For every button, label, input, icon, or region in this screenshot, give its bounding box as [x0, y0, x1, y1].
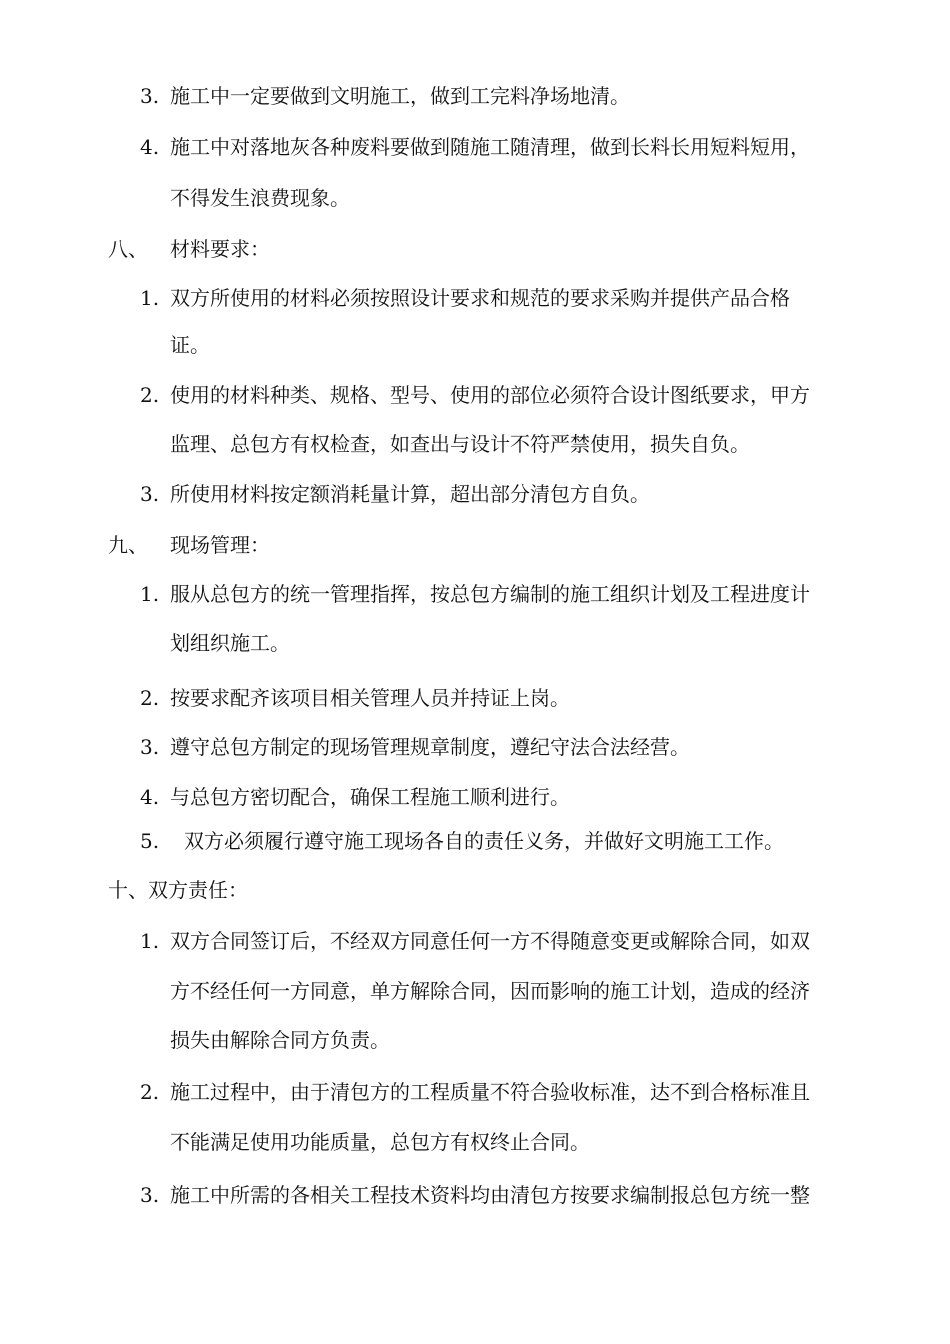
item-number: 3. — [140, 1183, 160, 1207]
item-text: 施工中一定要做到文明施工，做到工完料净场地清。 — [170, 84, 630, 108]
item-text: 服从总包方的统一管理指挥，按总包方编制的施工组织计划及工程进度计 — [170, 582, 810, 606]
section-title: 材料要求： — [170, 237, 270, 261]
section-number: 八、 — [108, 237, 148, 261]
item-text: 不能满足使用功能质量，总包方有权终止合同。 — [170, 1130, 590, 1154]
item-number: 3. — [140, 735, 160, 759]
item-text: 施工中对落地灰各种废料要做到随施工随清理，做到长料长用短料短用， — [170, 135, 810, 159]
item-text: 按要求配齐该项目相关管理人员并持证上岗。 — [170, 686, 570, 710]
item-text: 施工过程中，由于清包方的工程质量不符合验收标准，达不到合格标准且 — [170, 1080, 810, 1104]
section-title: 现场管理： — [170, 533, 270, 557]
item-text: 遵守总包方制定的现场管理规章制度，遵纪守法合法经营。 — [170, 735, 690, 759]
item-number: 2. — [140, 1080, 160, 1104]
item-number: 1. — [140, 582, 160, 606]
item-number: 1. — [140, 929, 160, 953]
item-number: 1. — [140, 286, 160, 310]
item-number: 3. — [140, 482, 160, 506]
item-number: 4. — [140, 135, 160, 159]
item-text: 损失由解除合同方负责。 — [170, 1028, 390, 1052]
item-text: 证。 — [170, 333, 210, 357]
item-text: 方不经任何一方同意，单方解除合同，因而影响的施工计划，造成的经济 — [170, 979, 810, 1003]
section-number: 九、 — [108, 533, 148, 557]
item-text: 划组织施工。 — [170, 631, 290, 655]
item-number: 3. — [140, 84, 160, 108]
item-number: 5. — [140, 829, 160, 853]
section-title: 十、双方责任： — [108, 878, 248, 902]
item-number: 4. — [140, 785, 160, 809]
item-text: 所使用材料按定额消耗量计算，超出部分清包方自负。 — [170, 482, 650, 506]
item-text: 使用的材料种类、规格、型号、使用的部位必须符合设计图纸要求，甲方 — [170, 383, 810, 407]
item-text: 施工中所需的各相关工程技术资料均由清包方按要求编制报总包方统一整 — [170, 1183, 810, 1207]
item-text: 不得发生浪费现象。 — [170, 186, 350, 210]
item-number: 2. — [140, 383, 160, 407]
item-text: 双方必须履行遵守施工现场各自的责任义务，并做好文明施工工作。 — [184, 829, 784, 853]
item-text: 双方合同签订后，不经双方同意任何一方不得随意变更或解除合同，如双 — [170, 929, 810, 953]
item-number: 2. — [140, 686, 160, 710]
item-text: 与总包方密切配合，确保工程施工顺利进行。 — [170, 785, 570, 809]
item-text: 双方所使用的材料必须按照设计要求和规范的要求采购并提供产品合格 — [170, 286, 790, 310]
item-text: 监理、总包方有权检查，如查出与设计不符严禁使用，损失自负。 — [170, 432, 750, 456]
